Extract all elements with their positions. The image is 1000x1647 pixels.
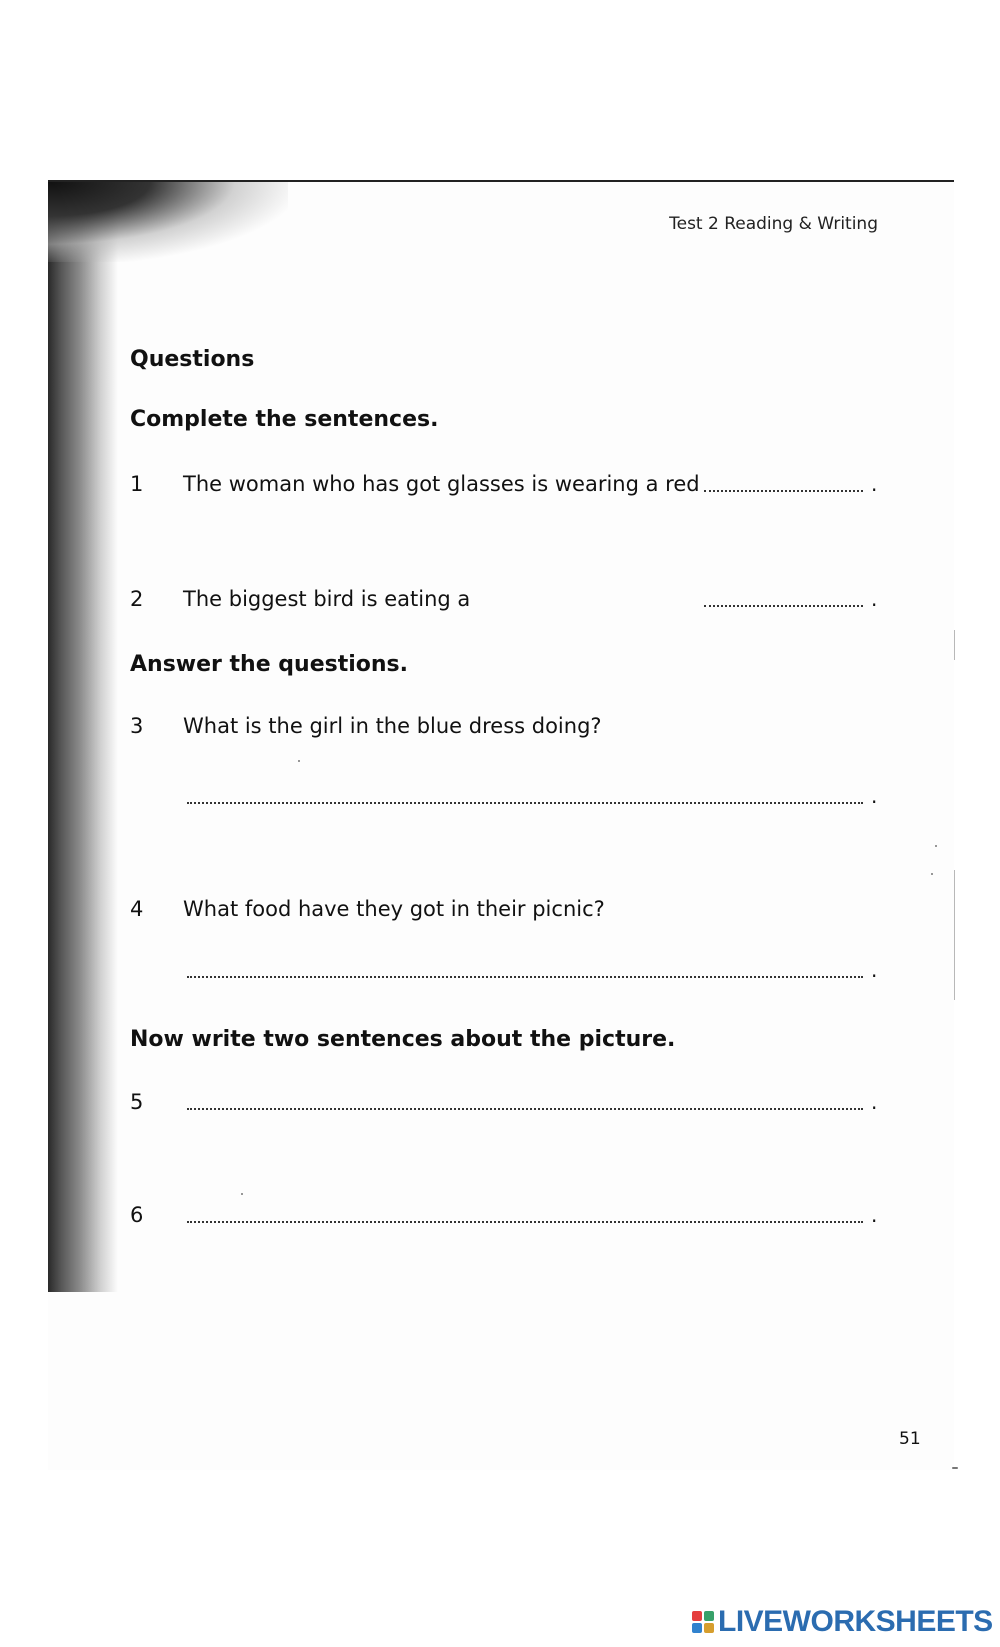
page-number: 51 [899,1429,921,1449]
full-stop-4: . [871,958,878,982]
question-1-text: The woman who has got glasses is wearing a red [183,472,700,496]
question-4-number: 4 [130,897,144,921]
question-6-number: 6 [130,1203,144,1227]
brand-grid-icon [692,1611,714,1633]
liveworksheets-logo [692,1607,993,1637]
question-5-number: 5 [130,1090,144,1114]
question-1-number: 1 [130,472,144,496]
logo-square-green [704,1611,714,1621]
scan-edge-mark [954,630,955,660]
scan-speck [241,1193,243,1195]
binding-shadow [48,182,118,1292]
logo-square-red [692,1611,702,1621]
full-stop-1: . [871,472,878,496]
scan-edge-mark [954,870,955,1000]
page-curl-shadow [48,182,288,262]
scan-speck [952,1467,958,1469]
full-stop-5: . [871,1090,878,1114]
answer-line-5[interactable] [187,1108,863,1110]
write-sentences-heading: Now write two sentences about the picture. [130,1027,676,1052]
full-stop-2: . [871,587,878,611]
logo-square-yellow [704,1623,714,1633]
complete-sentences-heading: Complete the sentences. [130,407,439,432]
scan-speck [935,845,937,847]
answer-line-6[interactable] [187,1221,863,1223]
question-3-number: 3 [130,714,144,738]
question-4-text: What food have they got in their picnic? [183,897,605,921]
answer-line-1[interactable] [704,490,863,492]
answer-line-3[interactable] [187,802,863,804]
answer-line-2[interactable] [704,605,863,607]
scanned-sheet [48,180,954,1470]
logo-square-blue [692,1623,702,1633]
question-2-text: The biggest bird is eating a [183,587,471,611]
full-stop-6: . [871,1203,878,1227]
questions-heading: Questions [130,347,255,372]
question-2-number: 2 [130,587,144,611]
question-3-text: What is the girl in the blue dress doing? [183,714,602,738]
full-stop-3: . [871,784,878,808]
brand-name: LIVEWORKSHEETS [718,1605,993,1638]
answer-line-4[interactable] [187,976,863,978]
answer-questions-heading: Answer the questions. [130,652,409,677]
test-title: Test 2 Reading & Writing [669,214,878,234]
scan-speck [298,760,300,762]
scan-speck [931,873,933,875]
